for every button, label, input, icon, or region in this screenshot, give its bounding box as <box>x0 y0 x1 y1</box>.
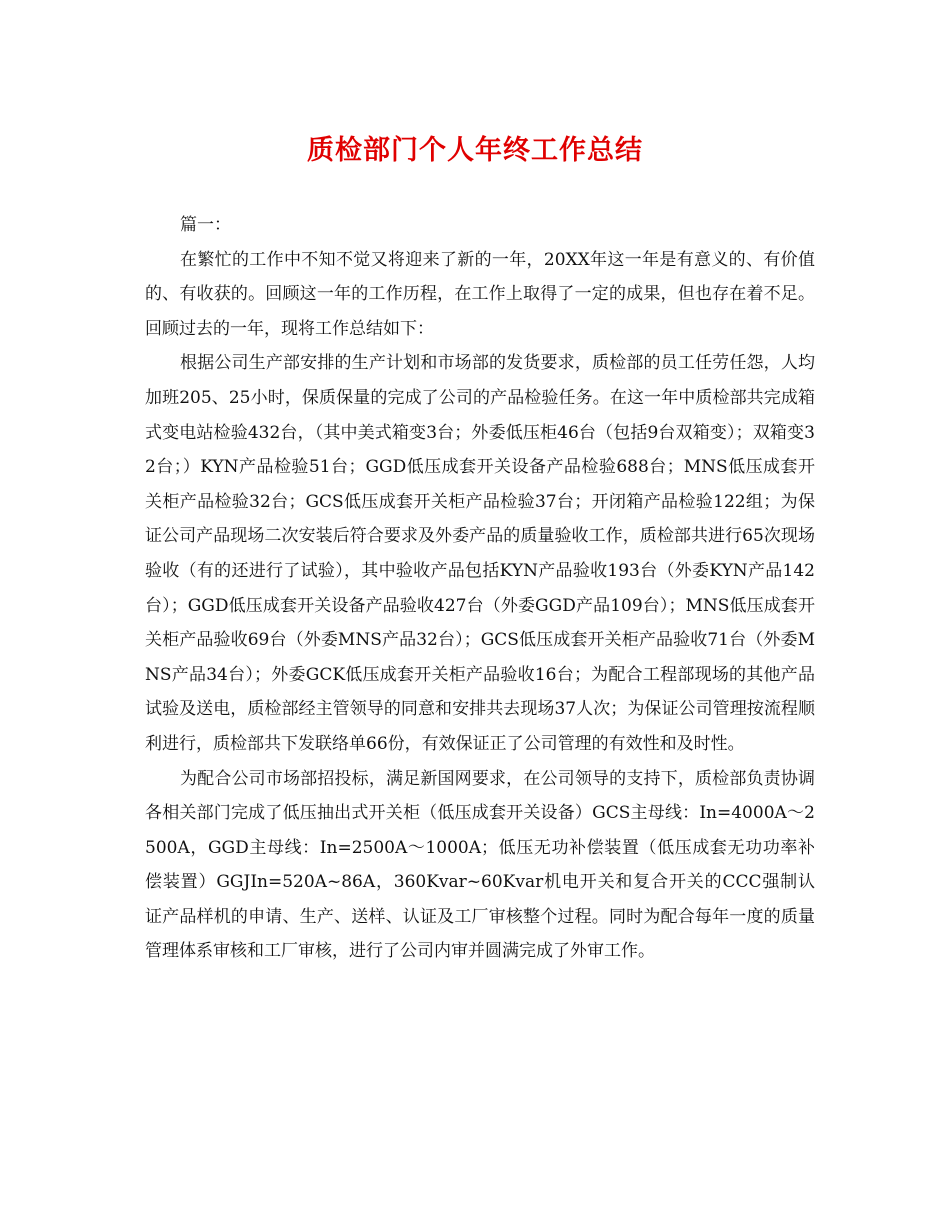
section-label: 篇一： <box>180 215 231 235</box>
paragraph-ccc-certification: 为配合公司市场部招投标，满足新国网要求，在公司领导的支持下，质检部负责协调各相关部门完成了低压抽出式开关柜（低压成套开关设备）GCS主母线：In=4000A～2500A，GGD主母线：In=2500A～1000A；低压无功补偿装置（低压成套无功功率补偿装置）GGJIn=520A~86A，360Kvar~60Kvar机电开关和复合开关的CCC强制认证产品样机的申请、生产、送样、认证及工厂审核整个过程。同时为配合每年一度的质量管理体系审核和工厂审核，进行了公司内审并圆满完成了外审工作。 <box>145 768 815 962</box>
paragraph-intro: 在繁忙的工作中不知不觉又将迎来了新的一年，20XX年这一年是有意义的、有价值的、有收获的。回顾这一年的工作历程，在工作上取得了一定的成果，但也存在着不足。回顾过去的一年，现将工作总结如下： <box>145 249 815 339</box>
paragraph-inspection-stats: 根据公司生产部安排的生产计划和市场部的发货要求，质检部的员工任劳任怨，人均加班205、25小时，保质保量的完成了公司的产品检验任务。在这一年中质检部共完成箱式变电站检验432台，（其中美式箱变3台；外委低压柜46台（包括9台双箱变）；双箱变32台；）KYN产品检验51台；GGD低压成套开关设备产品检验688台；MNS低压成套开关柜产品检验32台；GCS低压成套开关柜产品检验37台；开闭箱产品检验122组；为保证公司产品现场二次安装后符合要求及外委产品的质量验收工作，质检部共进行65次现场验收（有的还进行了试验），其中验收产品包括KYN产品验收193台（外委KYN产品142台）；GGD低压成套开关设备产品验收427台（外委GGD产品109台）；MNS低压成套开关柜产品验收69台（外委MNS产品32台）；GCS低压成套开关柜产品验收71台（外委MNS产品34台）；外委GCK低压成套开关柜产品验收16台；为配合工程部现场的其他产品试验及送电，质检部经主管领导的同意和安排共去现场37人次；为保证公司管理按流程顺利进行，质检部共下发联络单66份，有效保证正了公司管理的有效性和及时性。 <box>145 353 815 754</box>
document-body <box>145 208 815 969</box>
document-title: 质检部门个人年终工作总结 <box>307 135 643 166</box>
